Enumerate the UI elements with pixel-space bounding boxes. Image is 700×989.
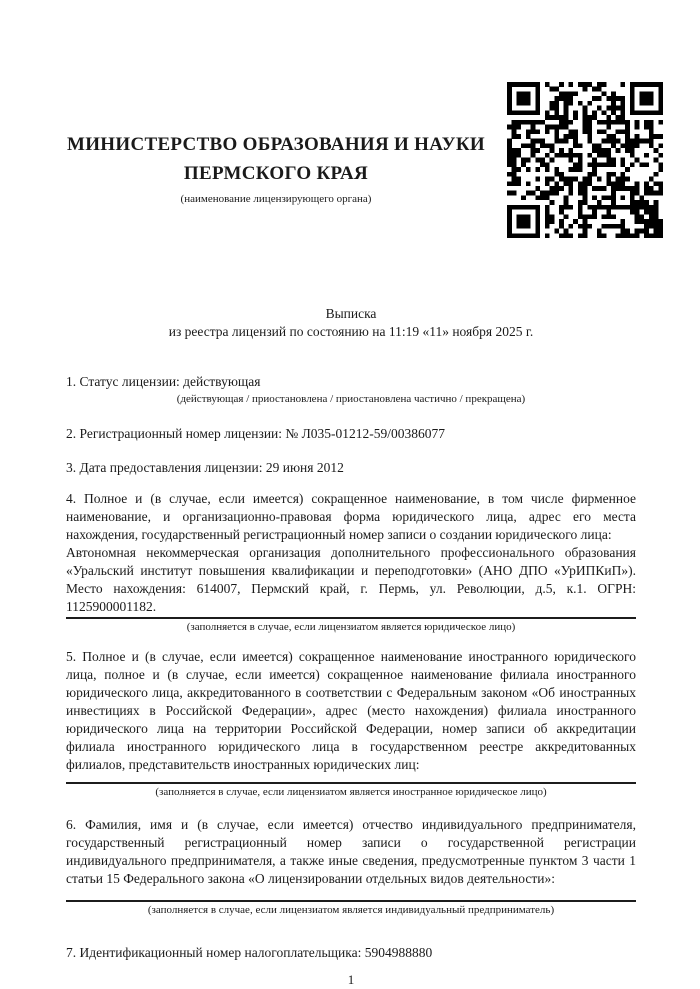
license-status-text: 1. Статус лицензии: действующая	[66, 374, 261, 389]
foreign-entity-label: 5. Полное и (в случае, если имеется) сокращенное наименование иностранного юридического лица, полное и (в случае, если имеется) сокращенное наименование филиала иностранного юридического лица, аккредитованного в соответствии с Федеральным законом «Об иностранных инвестициях в Российской Федерации», адрес (место нахождения) филиала иностранного юридического лица на территории Российской Федерации, номер записи об аккредитации филиала иностранного юридического лица в государственном реестре аккредитованных филиалов, представительств иностранных юридических лиц:	[66, 649, 636, 772]
individual-entrepreneur-underline	[66, 900, 636, 902]
legal-entity-caption: (заполняется в случае, если лицензиатом является юридическое лицо)	[186, 621, 516, 633]
item-individual-entrepreneur	[66, 816, 636, 918]
license-status-caption: (действующая / приостановлена / приостановлена частично / прекращена)	[176, 393, 526, 405]
document-title-line1: Выписка	[325, 306, 377, 321]
item-foreign-entity	[66, 648, 636, 800]
item-registration-number: 2. Регистрационный номер лицензии: № Л035-01212-59/00386077	[66, 426, 446, 441]
item-license-status	[66, 373, 636, 407]
individual-entrepreneur-caption: (заполняется в случае, если лицензиатом является индивидуальный предприниматель)	[147, 904, 555, 916]
foreign-entity-underline	[66, 782, 636, 784]
legal-entity-label: 4. Полное и (в случае, если имеется) сокращенное наименование, в том числе фирменное наименование, и организационно-правовая форма юридического лица, адрес его места нахождения, государственный регистрационный номер записи о создании юридического лица:	[66, 491, 636, 542]
document-header	[66, 82, 636, 305]
qr-code-icon	[507, 82, 663, 238]
document-title-line2: из реестра лицензий по состоянию на 11:19 «11» ноября 2025 г.	[168, 324, 534, 339]
item-legal-entity	[66, 490, 636, 635]
page-number: 1	[347, 972, 355, 987]
licensing-authority-block	[66, 82, 486, 206]
ministry-name-line2: ПЕРМСКОГО КРАЯ	[183, 163, 369, 184]
ministry-caption: (наименование лицензирующего органа)	[180, 193, 372, 205]
individual-entrepreneur-label: 6. Фамилия, имя и (в случае, если имеется) отчество индивидуального предпринимателя, государственный регистрационный номер записи о государственной регистрации индивидуального предпринимателя, а также иные сведения, предусмотренные пунктом 3 части 1 статьи 15 Федерального закона «О лицензировании отдельных видов деятельности»:	[66, 817, 636, 886]
item-taxpayer-number: 7. Идентификационный номер налогоплательщика: 5904988880	[66, 945, 433, 960]
legal-entity-value: Автономная некоммерческая организация дополнительного профессионального образования «Уральский институт повышения квалификации и переподготовки» (АНО ДПО «УрИПКиП»). Место нахождения: 614007, Пермский край, г. Пермь, ул. Революции, д.5, к.1. ОГРН: 1125900001182.	[66, 545, 636, 614]
legal-entity-underline	[66, 617, 636, 619]
foreign-entity-caption: (заполняется в случае, если лицензиатом является иностранное юридическое лицо)	[155, 786, 547, 798]
ministry-name-line1: МИНИСТЕРСТВО ОБРАЗОВАНИЯ И НАУКИ	[66, 134, 486, 155]
document-title	[66, 305, 636, 341]
item-license-date: 3. Дата предоставления лицензии: 29 июня 2012	[66, 460, 344, 475]
